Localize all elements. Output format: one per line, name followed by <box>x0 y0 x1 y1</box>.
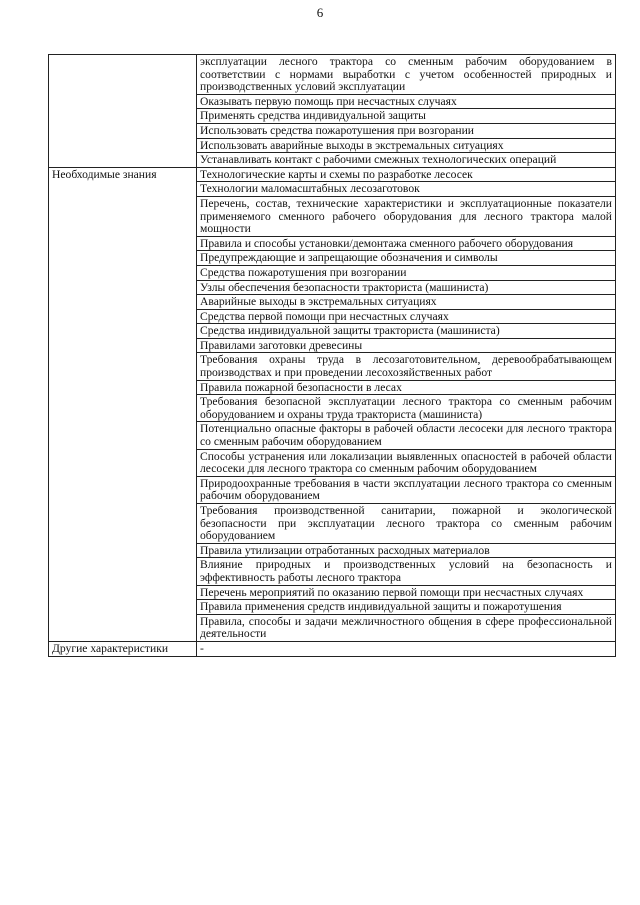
requirement-cell: Перечень, состав, технические характеристики и эксплуатационные показатели применяемого сменного рабочего оборудования для лесного трактора малой мощности <box>197 196 616 236</box>
section-label: Необходимые знания <box>49 167 197 641</box>
requirement-cell: Перечень мероприятий по оказанию первой помощи при несчастных случаях <box>197 585 616 600</box>
section-label <box>49 55 197 168</box>
requirement-cell: Применять средства индивидуальной защиты <box>197 109 616 124</box>
table-body <box>49 55 616 657</box>
requirement-cell: Технологии маломасштабных лесозаготовок <box>197 182 616 197</box>
requirement-cell: Способы устранения или локализации выявленных опасностей в рабочей области лесосеки для лесного трактора со сменным рабочим оборудованием <box>197 449 616 476</box>
requirement-cell: Средства индивидуальной защиты тракториста (машиниста) <box>197 324 616 339</box>
requirement-cell: Технологические карты и схемы по разработке лесосек <box>197 167 616 182</box>
requirement-cell: Правила утилизации отработанных расходных материалов <box>197 543 616 558</box>
table-row <box>49 55 616 95</box>
requirement-cell: - <box>197 641 616 656</box>
table-row <box>49 641 616 656</box>
requirement-cell: Влияние природных и производственных условий на безопасность и эффективность работы лесного трактора <box>197 558 616 585</box>
table-row <box>49 167 616 182</box>
characteristics-table <box>48 54 616 657</box>
requirement-cell: Узлы обеспечения безопасности тракториста (машиниста) <box>197 280 616 295</box>
requirement-cell: Требования производственной санитарии, пожарной и экологической безопасности при эксплуатации лесного трактора со сменным рабочим оборудованием <box>197 504 616 544</box>
requirement-cell: Использовать средства пожаротушения при возгорании <box>197 123 616 138</box>
requirement-cell: Правила применения средств индивидуальной защиты и пожаротушения <box>197 600 616 615</box>
section-label: Другие характеристики <box>49 641 197 656</box>
requirement-cell: Потенциально опасные факторы в рабочей области лесосеки для лесного трактора со сменным рабочим оборудованием <box>197 422 616 449</box>
requirement-cell: Средства пожаротушения при возгорании <box>197 265 616 280</box>
requirement-cell: Оказывать первую помощь при несчастных случаях <box>197 94 616 109</box>
requirement-cell: Требования охраны труда в лесозаготовительном, деревообрабатывающем производствах и при проведении лесохозяйственных работ <box>197 353 616 380</box>
requirement-cell: Средства первой помощи при несчастных случаях <box>197 309 616 324</box>
requirement-cell: Правила и способы установки/демонтажа сменного рабочего оборудования <box>197 236 616 251</box>
requirement-cell: Требования безопасной эксплуатации лесного трактора со сменным рабочим оборудованием и охраны труда тракториста (машиниста) <box>197 395 616 422</box>
requirement-cell: Аварийные выходы в экстремальных ситуациях <box>197 295 616 310</box>
requirement-cell: Правила, способы и задачи межличностного общения в сфере профессиональной деятельности <box>197 614 616 641</box>
page-number: 6 <box>316 5 324 20</box>
requirement-cell: Использовать аварийные выходы в экстремальных ситуациях <box>197 138 616 153</box>
requirement-cell: Правилами заготовки древесины <box>197 338 616 353</box>
requirement-cell: эксплуатации лесного трактора со сменным рабочим оборудованием в соответствии с нормами выработки с учетом особенностей природных и производственных условий эксплуатации <box>197 55 616 95</box>
requirement-cell: Природоохранные требования в части эксплуатации лесного трактора со сменным рабочим оборудованием <box>197 476 616 503</box>
requirement-cell: Правила пожарной безопасности в лесах <box>197 380 616 395</box>
requirement-cell: Предупреждающие и запрещающие обозначения и символы <box>197 251 616 266</box>
requirement-cell: Устанавливать контакт с рабочими смежных технологических операций <box>197 153 616 168</box>
